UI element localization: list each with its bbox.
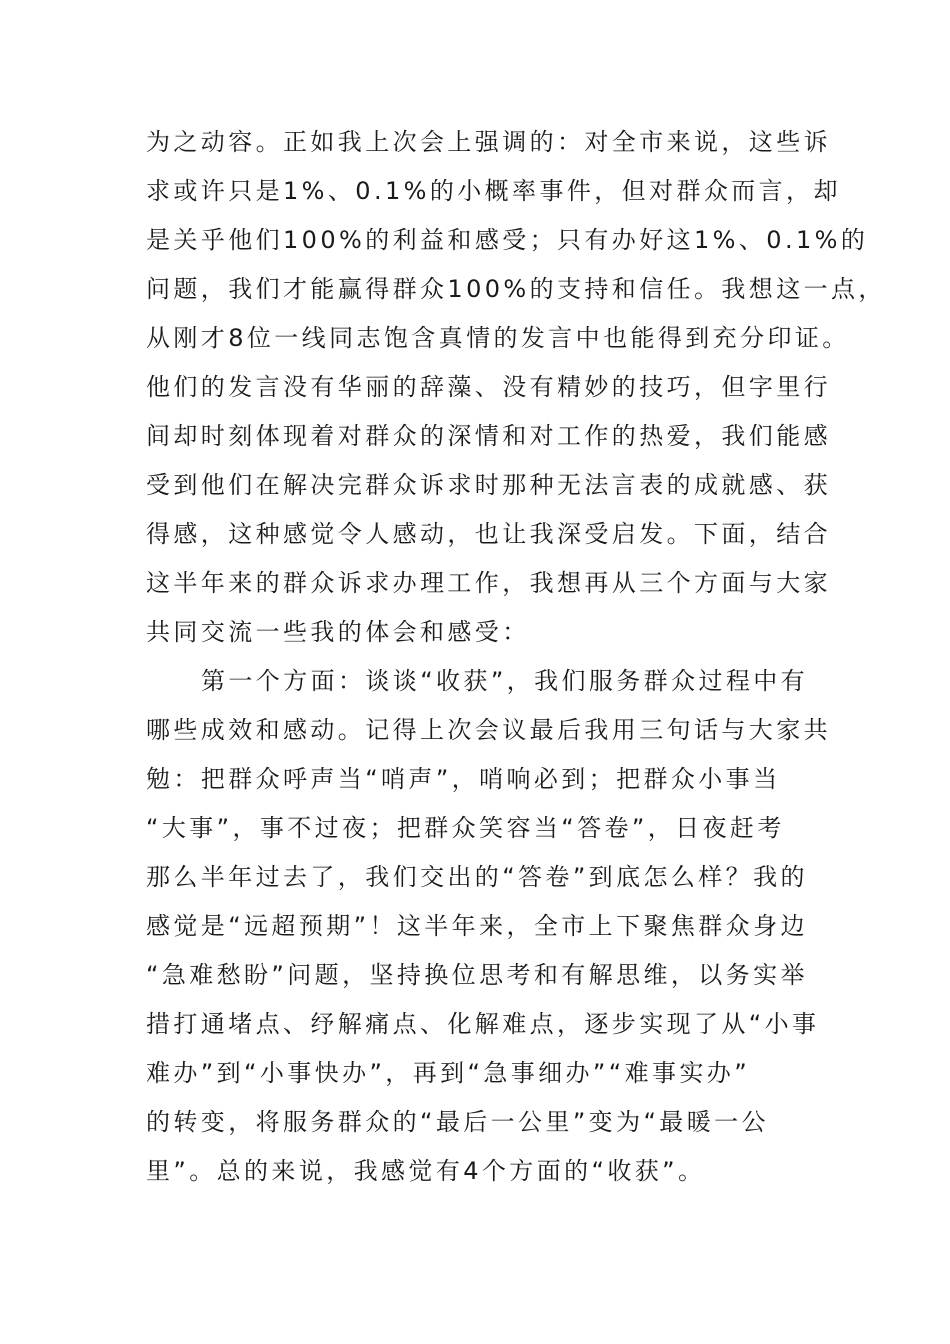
text-line: 问题，我们才能赢得群众100%的支持和信任。我想这一点， — [146, 275, 886, 303]
text-line: 哪些成效和感动。记得上次会议最后我用三句话与大家共 — [146, 716, 831, 744]
text-line: 勉：把群众呼声当“哨声”，哨响必到；把群众小事当 — [146, 765, 781, 793]
text-line: 从刚才8位一线同志饱含真情的发言中也能得到充分印证。 — [146, 324, 850, 352]
text-line: 是关乎他们100%的利益和感受；只有办好这1%、0.1%的 — [146, 226, 869, 254]
text-line: “急难愁盼”问题，坚持换位思考和有解思维，以务实举 — [146, 961, 808, 989]
text-line: 间却时刻体现着对群众的深情和对工作的热爱，我们能感 — [146, 422, 831, 450]
text-line: 为之动容。正如我上次会上强调的：对全市来说，这些诉 — [146, 128, 831, 156]
text-line: “大事”，事不过夜；把群众笑容当“答卷”，日夜赶考 — [146, 814, 785, 842]
text-line: 难办”到“小事快办”，再到“急事细办”“难事实办” — [146, 1059, 751, 1087]
text-line: 感觉是“远超预期”！这半年来，全市上下聚焦群众身边 — [146, 912, 808, 940]
text-line: 他们的发言没有华丽的辞藻、没有精妙的技巧，但字里行 — [146, 373, 831, 401]
text-line: 这半年来的群众诉求办理工作，我想再从三个方面与大家 — [146, 569, 831, 597]
text-line: 的转变，将服务群众的“最后一公里”变为“最暖一公 — [146, 1108, 769, 1136]
paragraph-intro — [146, 118, 886, 657]
text-line: 求或许只是1%、0.1%的小概率事件，但对群众而言，却 — [146, 177, 841, 205]
paragraph-first-aspect — [146, 657, 831, 1196]
text-line: 得感，这种感觉令人感动，也让我深受启发。下面，结合 — [146, 520, 831, 548]
text-line: 里”。总的来说，我感觉有4个方面的“收获”。 — [146, 1157, 706, 1185]
document-body — [146, 118, 886, 1196]
text-line-indented: 第一个方面：谈谈“收获”，我们服务群众过程中有 — [201, 667, 809, 695]
text-line: 共同交流一些我的体会和感受： — [146, 618, 530, 646]
text-line: 受到他们在解决完群众诉求时那种无法言表的成就感、获 — [146, 471, 831, 499]
text-line: 措打通堵点、纾解痛点、化解难点，逐步实现了从“小事 — [146, 1010, 820, 1038]
text-line: 那么半年过去了，我们交出的“答卷”到底怎么样？我的 — [146, 863, 808, 891]
